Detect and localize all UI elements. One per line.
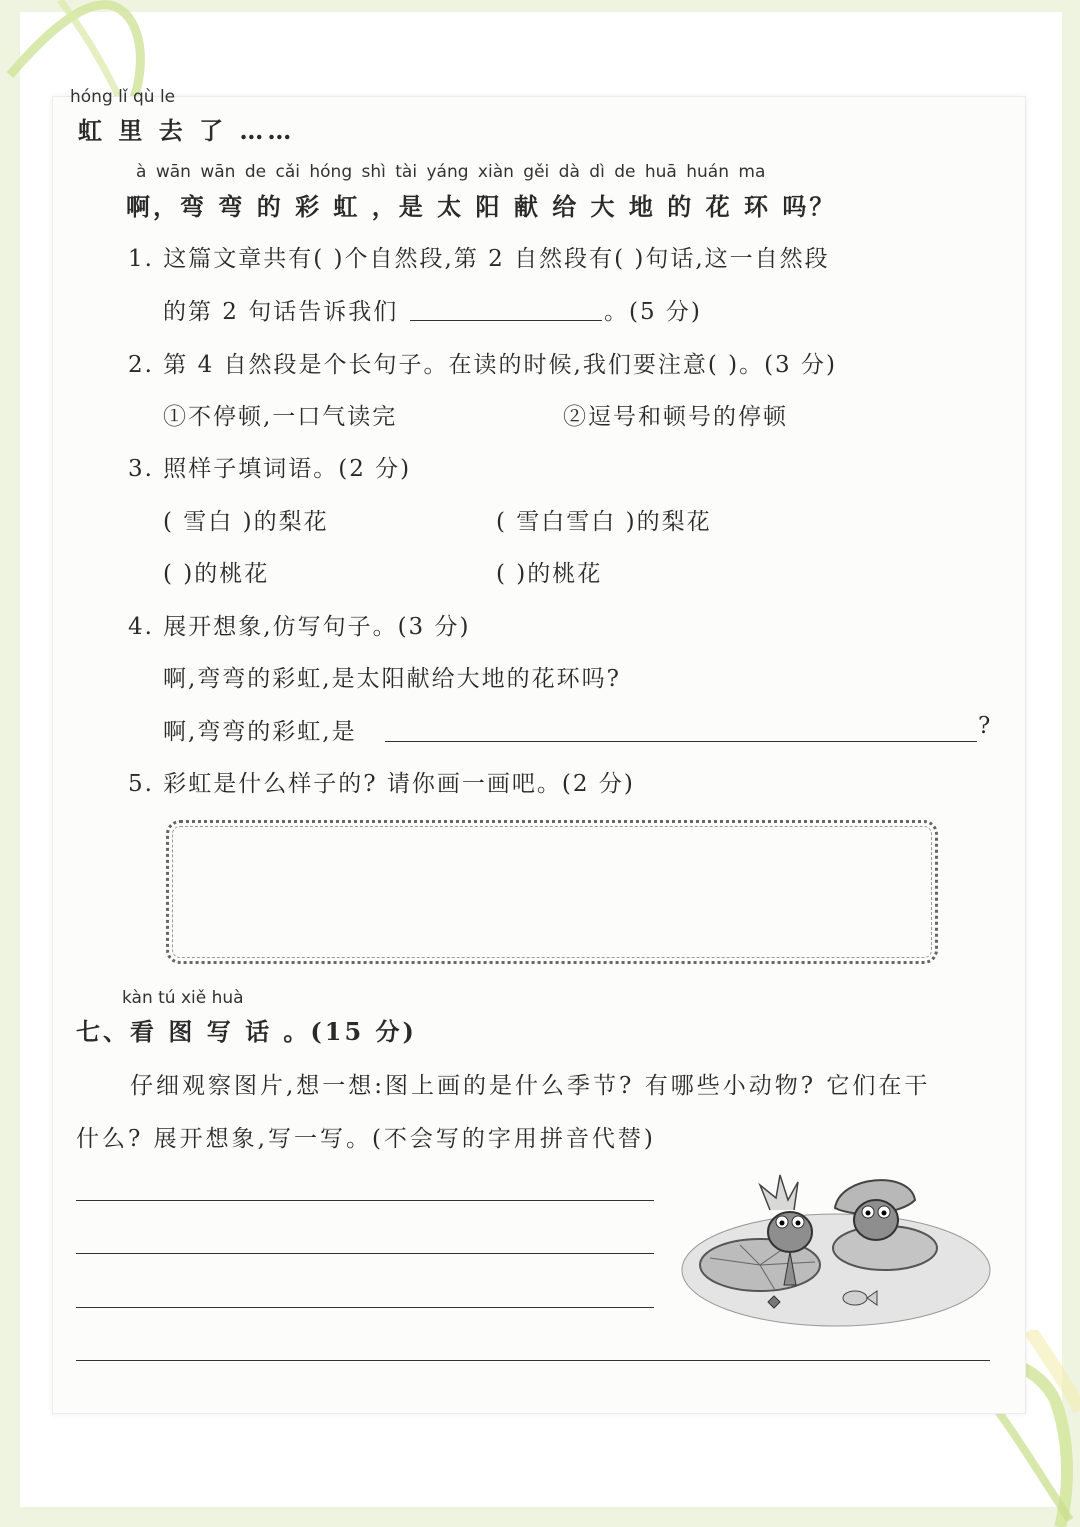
question-3-blank-2[interactable]: ( )的桃花	[496, 561, 603, 587]
question-4: 4. 展开想象,仿写句子。(3 分)	[128, 614, 471, 640]
header-pinyin: hóng lǐ qù le	[70, 87, 176, 107]
question-4-end-mark: ?	[978, 713, 993, 739]
question-3-example-1: ( 雪白 )的梨花	[163, 509, 329, 535]
writing-line[interactable]	[76, 1360, 990, 1361]
writing-line[interactable]	[76, 1200, 654, 1201]
poem-pinyin: à wān wān de cǎi hóng shì tài yáng xiàn gěi dà dì de huā huán ma	[136, 162, 766, 182]
question-1-score: 。(5 分)	[604, 299, 702, 325]
header-title: 虹 里 去 了 ……	[78, 116, 296, 145]
section-7-pinyin: kàn tú xiě huà	[122, 988, 244, 1008]
question-1-answer-line[interactable]	[410, 320, 602, 321]
question-3-blank-1[interactable]: ( )的桃花	[163, 561, 270, 587]
section-7-title: 七、看 图 写 话 。(15 分)	[76, 1017, 417, 1046]
drawing-box[interactable]	[166, 820, 938, 964]
question-1-line-2: 的第 2 句话告诉我们	[163, 299, 399, 325]
writing-line[interactable]	[76, 1253, 654, 1254]
poem-text: 啊，弯 弯 的 彩 虹 ，是 太 阳 献 给 大 地 的 花 环 吗？	[126, 192, 837, 221]
writing-line[interactable]	[76, 1307, 654, 1308]
question-1-line-1: 1. 这篇文章共有( )个自然段,第 2 自然段有( )句话,这一自然段	[128, 246, 830, 272]
question-4-answer-line[interactable]	[385, 741, 977, 742]
question-4-prompt: 啊,弯弯的彩虹,是	[163, 719, 357, 745]
section-7-instruction-2: 什么? 展开想象,写一写。(不会写的字用拼音代替)	[76, 1126, 656, 1152]
frogs-on-lotus-leaves-illustration	[680, 1170, 992, 1330]
section-7-instruction-1: 仔细观察图片,想一想:图上画的是什么季节? 有哪些小动物? 它们在干	[130, 1073, 931, 1099]
question-3-example-2: ( 雪白雪白 )的梨花	[496, 509, 712, 535]
question-3: 3. 照样子填词语。(2 分)	[128, 456, 412, 482]
question-2-option-1[interactable]: ①不停顿,一口气读完	[163, 404, 398, 430]
question-2: 2. 第 4 自然段是个长句子。在读的时候,我们要注意( )。(3 分)	[128, 352, 837, 378]
question-2-option-2[interactable]: ②逗号和顿号的停顿	[563, 404, 788, 430]
question-5: 5. 彩虹是什么样子的? 请你画一画吧。(2 分)	[128, 771, 635, 797]
question-4-sample: 啊,弯弯的彩虹,是太阳献给大地的花环吗?	[163, 666, 621, 692]
